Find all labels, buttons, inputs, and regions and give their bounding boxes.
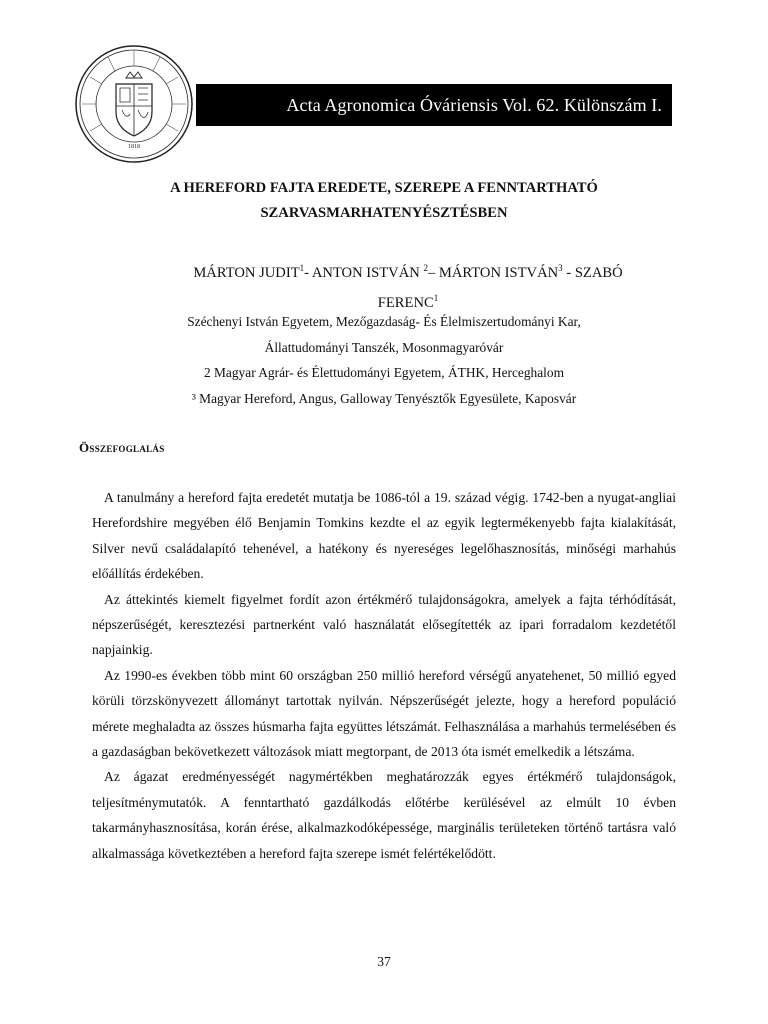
abstract-paragraph: Az 1990-es években több mint 60 országban 250 millió hereford vérségű anyatehenet, 50 millió egyed körüli törzskönyvezett állományt tartottak nyilván. Népszerűségét jelezte, hogy a hereford populáció mérete meghaladta az összes húsmarha fajta együttes létszámát. Felhasználása a marhahús termelésében és a gazdaságban bekövetkezett változások miatt megtorpant, de 2013 óta ismét emelkedik a létszáma. — [92, 667, 676, 760]
title-line-1: A HEREFORD FAJTA EREDETE, SZEREPE A FENNTARTHATÓ — [170, 180, 598, 196]
author-affil-mark: 3 — [558, 263, 563, 273]
author-name: - ANTON ISTVÁN — [304, 264, 424, 281]
author-affil-mark: 1 — [299, 263, 305, 273]
title-line-2: SZARVASMARHATENYÉSZTÉSBEN — [260, 205, 508, 221]
affiliation-line: Széchenyi István Egyetem, Mezőgazdaság- És Élelmiszertudományi Kar, — [187, 314, 581, 329]
affiliation-line: Állattudományi Tanszék, Mosonmagyaróvár — [264, 339, 504, 355]
abstract-body — [92, 485, 676, 866]
abstract-paragraph: Az ágazat eredményességét nagymértékben meghatározzák egyes értékmérő tulajdonságok, teljesítménymutatók. A fenntartható gazdálkodás előtérbe kerülésével az elmúlt 10 évben takarmányhasznosítása, korán érése, alkalmazkodóképessége, marginális területeken történő tartásra való alkalmassága következtében a hereford fajta szerepe ismét felértékelődött. — [92, 769, 676, 861]
affiliations — [100, 309, 668, 411]
affiliation-line: ³ Magyar Hereford, Angus, Galloway Tenyésztők Egyesülete, Kaposvár — [191, 390, 577, 406]
author-affil-mark: 1 — [433, 292, 439, 303]
author-name: - SZABÓ — [562, 264, 623, 281]
author-affil-mark: 2 — [423, 263, 428, 273]
article-title — [100, 176, 668, 226]
university-seal-logo — [74, 44, 194, 164]
svg-text:1818: 1818 — [128, 144, 140, 150]
journal-header-bar — [196, 84, 672, 126]
author-name: – MÁRTON ISTVÁN — [427, 264, 559, 281]
journal-title: Acta Agronomica Óváriensis Vol. 62. Különszám I. — [286, 94, 662, 115]
abstract-paragraph: Az áttekintés kiemelt figyelmet fordít azon értékmérő tulajdonságokra, amelyek a fajta térhódítását, népszerűségét, keresztezési partnerként való használatát elősegítették az ipari forradalom kezdetétől napjainkig. — [92, 591, 676, 658]
affiliation-line: 2 Magyar Agrár- és Élettudományi Egyetem, ÁTHK, Herceghalom — [203, 365, 565, 381]
author-line-1 — [100, 256, 668, 286]
section-heading: Összefoglalás — [79, 440, 165, 455]
page-number: 37 — [377, 954, 391, 969]
abstract-paragraph: A tanulmány a hereford fajta eredetét mutatja be 1086-tól a 19. század végig. 1742-ben a nyugat-angliai Herefordshire megyében élő Benjamin Tomkins kezdte el az egyik legtermékenyebb fajta kialakítását, Silver nevű családalapító tehenével, a hatékony és nyereséges legelőhasznosítás, minőségi marhahús előállítás érdekében. — [92, 490, 676, 582]
author-name: MÁRTON JUDIT — [193, 264, 300, 281]
author-list — [100, 256, 668, 316]
author-name: FERENC — [377, 294, 434, 311]
